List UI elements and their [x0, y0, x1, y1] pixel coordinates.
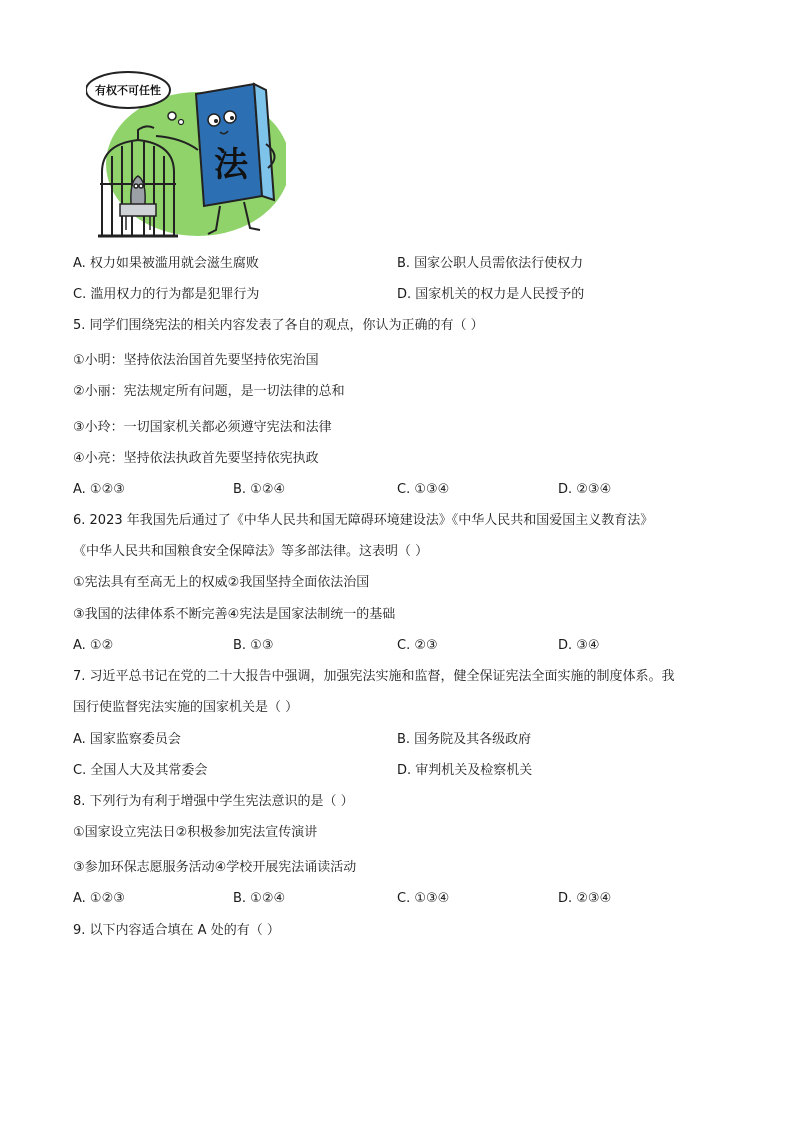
q7-option-d: D. 审判机关及检察机关: [397, 763, 533, 778]
q6-statements-1-2: ①宪法具有至高无上的权威②我国坚持全面依法治国: [73, 575, 370, 590]
q7-stem-line1: 7. 习近平总书记在党的二十大报告中强调，加强宪法实施和监督，健全保证宪法全面实施的制度体系。我: [73, 669, 675, 684]
q4-option-a: A. 权力如果被滥用就会滋生腐败: [73, 256, 259, 271]
q6-option-b: B. ①③: [233, 638, 274, 653]
q7-option-a: A. 国家监察委员会: [73, 732, 181, 747]
q8-option-a: A. ①②③: [73, 891, 125, 906]
q8-statements-1-2: ①国家设立宪法日②积极参加宪法宣传演讲: [73, 825, 318, 840]
q9-stem: 9. 以下内容适合填在 A 处的有（ ）: [73, 923, 280, 938]
q6-option-d: D. ③④: [558, 638, 600, 653]
q8-option-c: C. ①③④: [397, 891, 450, 906]
q5-statement-2: ②小丽：宪法规定所有问题，是一切法律的总和: [73, 384, 345, 399]
q8-option-b: B. ①②④: [233, 891, 286, 906]
q8-stem: 8. 下列行为有利于增强中学生宪法意识的是（ ）: [73, 794, 354, 809]
q6-option-c: C. ②③: [397, 638, 438, 653]
q7-option-c: C. 全国人大及其常委会: [73, 763, 208, 778]
q8-statements-3-4: ③参加环保志愿服务活动④学校开展宪法诵读活动: [73, 860, 357, 875]
q5-stem: 5. 同学们围绕宪法的相关内容发表了各自的观点，你认为正确的有（ ）: [73, 318, 484, 333]
cartoon-illustration: [86, 64, 286, 244]
q5-statement-1: ①小明：坚持依法治国首先要坚持依宪治国: [73, 353, 319, 368]
q5-statement-4: ④小亮：坚持依法执政首先要坚持依宪执政: [73, 451, 319, 466]
q5-statement-3: ③小玲：一切国家机关都必须遵守宪法和法律: [73, 420, 332, 435]
q7-stem-line2: 国行使监督宪法实施的国家机关是（ ）: [73, 700, 299, 715]
q5-option-b: B. ①②④: [233, 482, 286, 497]
q4-option-d: D. 国家机关的权力是人民授予的: [397, 287, 585, 302]
q4-option-c: C. 滥用权力的行为都是犯罪行为: [73, 287, 260, 302]
q6-stem-line1: 6. 2023 年我国先后通过了《中华人民共和国无障碍环境建设法》《中华人民共和国爱国主义教育法》: [73, 513, 654, 528]
speech-bubble-text: 有权不可任性: [95, 84, 161, 97]
q6-stem-line2: 《中华人民共和国粮食安全保障法》等多部法律。这表明（ ）: [73, 544, 429, 559]
book-label: 法: [214, 145, 248, 185]
q5-option-a: A. ①②③: [73, 482, 125, 497]
q4-option-b: B. 国家公职人员需依法行使权力: [397, 256, 584, 271]
q8-option-d: D. ②③④: [558, 891, 612, 906]
q6-option-a: A. ①②: [73, 638, 114, 653]
q7-option-b: B. 国务院及其各级政府: [397, 732, 532, 747]
q6-statements-3-4: ③我国的法律体系不断完善④宪法是国家法制统一的基础: [73, 607, 396, 622]
q5-option-c: C. ①③④: [397, 482, 450, 497]
q5-option-d: D. ②③④: [558, 482, 612, 497]
